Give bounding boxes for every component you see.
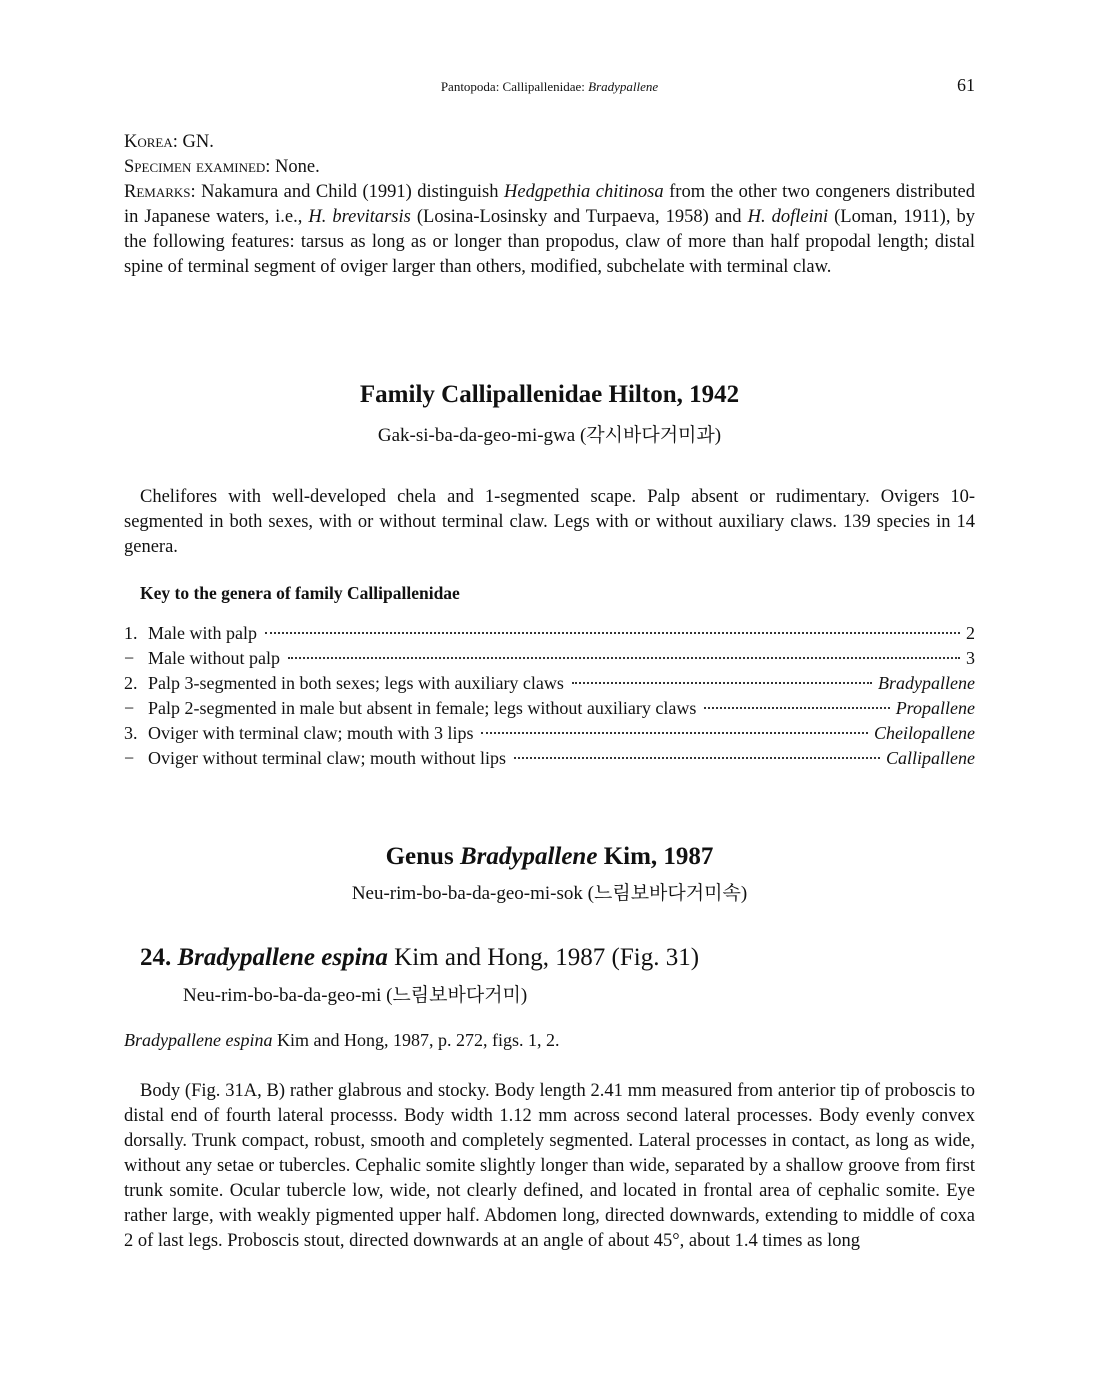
citation-taxon: Bradypallene espina <box>124 1030 273 1050</box>
key-text: Palp 2-segmented in male but absent in female; legs without auxiliary claws <box>148 698 697 718</box>
specimen-line <box>124 155 975 180</box>
key-number: − <box>124 748 135 768</box>
key-target: 3 <box>966 648 975 668</box>
running-head <box>124 77 975 97</box>
key-text: Oviger with terminal claw; mouth with 3 lips <box>148 723 474 743</box>
key-target: Propallene <box>895 698 975 718</box>
key-number: − <box>124 648 135 668</box>
running-head-title <box>124 79 975 95</box>
family-description: Chelifores with well-developed chela and 1-segmented scape. Palp absent or rudimentary. Ovigers 10-segmented in both sexes, with or without terminal claw. Legs with or without auxiliary claws. 139 species in 14 genera. <box>124 487 975 557</box>
genera-key <box>124 621 975 771</box>
remarks-text: from the other two congeners distributed in Japanese waters, i.e., <box>124 182 976 227</box>
family-subtitle: Gak-si-ba-da-geo-mi-gwa (각시바다거미과) <box>377 425 722 446</box>
key-text: Oviger without terminal claw; mouth without lips <box>148 748 506 768</box>
key-row <box>124 696 975 721</box>
key-row <box>124 721 975 746</box>
key-text: Male with palp <box>148 623 257 643</box>
synonymy-citation <box>124 1030 559 1051</box>
key-row <box>124 621 975 646</box>
species-name: Bradypallene espina <box>177 944 388 971</box>
genus-title <box>124 843 975 871</box>
remarks-text: (Losina-Losinsky and Turpaeva, 1958) and <box>410 207 748 227</box>
family-title: Family Callipallenidae Hilton, 1942 <box>359 381 740 408</box>
specimen-value: : None. <box>265 157 320 177</box>
genus-authority: Kim, 1987 <box>597 843 714 870</box>
key-target: Callipallene <box>886 748 975 768</box>
genus-prefix: Genus <box>385 843 460 870</box>
specimen-label: Specimen examined <box>124 157 266 177</box>
dot-leader <box>514 757 880 759</box>
species-description: Body (Fig. 31A, B) rather glabrous and stocky. Body length 2.41 mm measured from anterior tip of proboscis to distal end of fourth lateral processs. Body width 1.12 mm across second lateral processes. Body evenly convex dorsally. Trunk compact, robust, smooth and completely segmented. Lateral processes in contact, as long as wide, without any setae or tubercles. Cephalic somite slightly longer than wide, separated by a shallow groove from first trunk somite. Ocular tubercle low, wide, not clearly defined, and located in frontal area of cephalic somite. Eye rather large, with weakly pigmented upper half. Abdomen long, directed downwards, extending to middle of coxa 2 of last legs. Proboscis stout, directed downwards at an angle of about 45°, about 1.4 times as long <box>124 1081 975 1251</box>
page-number: 61 <box>957 75 975 95</box>
remarks-paragraph <box>124 180 975 280</box>
genus-subtitle: Neu-rim-bo-ba-da-geo-mi-sok (느림보바다거미속) <box>351 883 748 904</box>
remarks-text: : Nakamura and Child (1991) distinguish <box>190 182 504 202</box>
key-target: Bradypallene <box>878 673 975 693</box>
key-row <box>124 646 975 671</box>
key-row <box>124 671 975 696</box>
dot-leader <box>572 682 872 684</box>
key-number: 1. <box>124 623 138 643</box>
species-subtitle: Neu-rim-bo-ba-da-geo-mi (느림보바다거미) <box>183 985 528 1006</box>
key-target: Cheilopallene <box>874 723 975 743</box>
remarks-label: Remarks <box>124 182 191 202</box>
key-number: 2. <box>124 673 138 693</box>
key-number: − <box>124 698 135 718</box>
key-target: 2 <box>966 623 975 643</box>
genus-name: Bradypallene <box>459 843 598 870</box>
species-heading <box>140 944 699 972</box>
key-number: 3. <box>124 723 138 743</box>
remarks-taxon: H. dofleini <box>747 207 829 227</box>
korea-value: : GN. <box>172 132 214 152</box>
running-head-genus: Bradypallene <box>588 79 659 94</box>
remarks-taxon: H. brevitarsis <box>308 207 411 227</box>
dot-leader <box>704 707 889 709</box>
korea-line <box>124 130 975 155</box>
key-row <box>124 746 975 771</box>
citation-text: Kim and Hong, 1987, p. 272, figs. 1, 2. <box>272 1030 560 1050</box>
species-authority: Kim and Hong, 1987 (Fig. 31) <box>387 944 700 971</box>
key-title: Key to the genera of family Callipallenidae <box>140 583 460 603</box>
key-text: Palp 3-segmented in both sexes; legs with auxiliary claws <box>148 673 564 693</box>
korea-label: Korea <box>124 132 173 152</box>
dot-leader <box>288 657 960 659</box>
species-number: 24. <box>140 944 172 971</box>
remarks-text: (Loman, 1911), by the following features: tarsus as long as or longer than propodus, claw of more than half propodal length; distal spine of terminal segment of oviger larger than others, modified, subchelate with terminal claw. <box>124 207 975 277</box>
key-text: Male without palp <box>148 648 280 668</box>
dot-leader <box>481 732 868 734</box>
running-head-text: Pantopoda: Callipallenidae: <box>440 79 589 94</box>
dot-leader <box>265 632 960 634</box>
remarks-taxon: Hedgpethia chitinosa <box>504 182 664 202</box>
